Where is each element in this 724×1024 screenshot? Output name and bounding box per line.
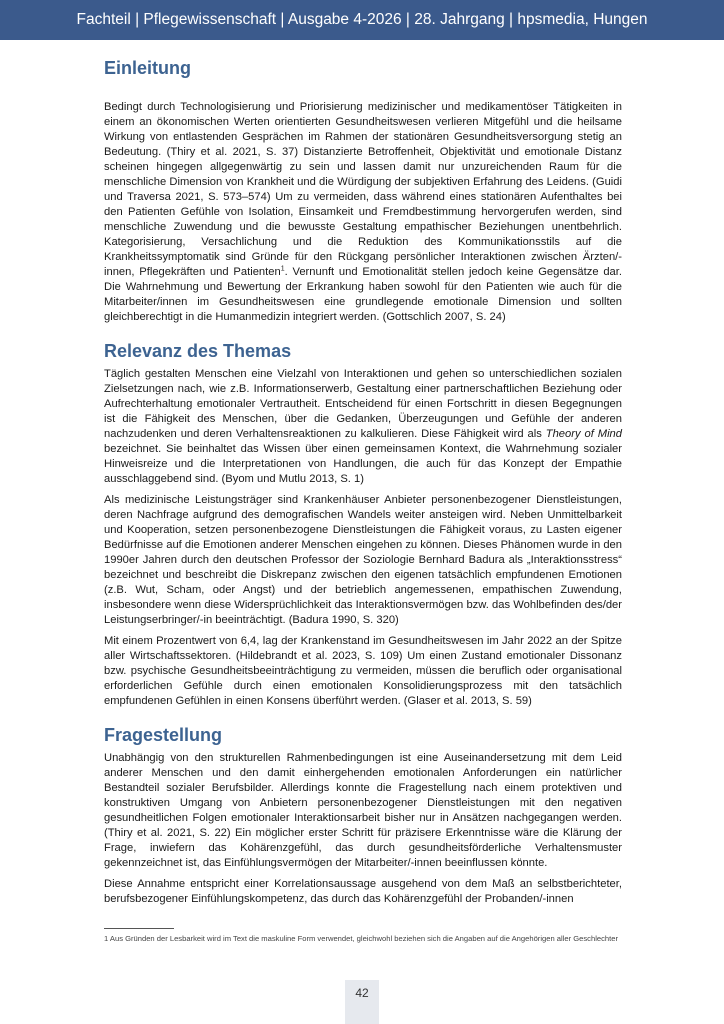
- paragraph-relevanz-2: Als medizinische Leistungsträger sind Krankenhäuser Anbieter personenbezogener Dienstleistungen, deren Nachfrage aufgrund des demografischen Wandels weiter ansteigen wird. Neben Unmittelbarkeit und Kooperation, setzen personenbezogene Dienstleistungen die Fähigkeit voraus, zu Lasten eigener Bedürfnisse auf die Emotionen anderer Menschen eingehen zu können. Dieses Phänomen wurde in den 1990er Jahren durch den deutschen Professor der Soziologie Bernhard Badura als „Interaktionsstress“ bezeichnet und beschreibt die Diskrepanz zwischen den eigenen tatsächlich empfundenen Emotionen (z.B. Wut, Scham, oder Angst) und der betrieblich angemessenen, empathischen Zuwendung, insbesondere wenn diese Widersprüchlichkeit das Interaktionsvermögen bzw. das Wohlbefinden des/der Leistungserbringer/-in beeinträchtigt. (Badura 1990, S. 320): [104, 494, 622, 626]
- paragraph-fragestellung-2: Diese Annahme entspricht einer Korrelationsaussage ausgehend von dem Maß an selbstberichteter, berufsbezogener Einfühlungskompetenz, das durch das Kohärenzgefühl der Probanden/-innen: [104, 878, 622, 905]
- relevanz-text-part-b: bezeichnet. Sie beinhaltet das Wissen über einen gemeinsamen Kontext, die Wahrnehmung sozialer Hinweisreize und die Interpretationen von Handlungen, die auch für das Konzept der Empathie ausschlaggebend sind. (Byom und Mutlu 2013, S. 1): [104, 443, 622, 485]
- article-body: [104, 56, 622, 907]
- relevanz-text-part-a: Täglich gestalten Menschen eine Vielzahl von Interaktionen und gehen so unterschiedlichen sozialen Zielsetzungen nach, wie z.B. Informationserwerb, Gestaltung einer partnerschaftlichen Beziehung oder Aufrechterhaltung emotionaler Vertrautheit. Entscheidend für einen Fortschritt in diesen Begegnungen ist die Fähigkeit des Menschen, über die Gedanken, Überzeugungen und Gefühle der anderen nachzudenken und deren Verhaltensreaktionen zu kalkulieren. Diese Fähigkeit wird als: [104, 368, 622, 440]
- heading-fragestellung: Fragestellung: [104, 725, 223, 745]
- footnote-marker: 1: [280, 265, 285, 273]
- running-header-text: Fachteil | Pflegewissenschaft | Ausgabe 4-2026 | 28. Jahrgang | hpsmedia, Hungen: [76, 11, 648, 28]
- page-number: 42: [355, 986, 369, 1000]
- paragraph-relevanz-3: Mit einem Prozentwert von 6,4, lag der Krankenstand im Gesundheitswesen im Jahr 2022 an der Spitze aller Wirtschaftssektoren. (Hildebrandt et al. 2023, S. 109) Um einen Zustand emotionaler Dissonanz bzw. psychische Gesundheitsbeeinträchtigung zu vermeiden, müssen die beruflich oder organisational erforderlichen Gefühle durch einen emotionalen Konsolidierungsprozess mit den tatsächlich empfundenen Gefühlen in einen Konsens überführt werden. (Glaser et al. 2013, S. 59): [104, 635, 622, 707]
- heading-einleitung: Einleitung: [104, 58, 191, 78]
- page-number-box: [345, 980, 379, 1024]
- paragraph-relevanz-1: [104, 367, 622, 487]
- running-header: [0, 0, 724, 40]
- paragraph-einleitung-1: [104, 100, 622, 325]
- footnote: 1 Aus Gründen der Lesbarkeit wird im Text die maskuline Form verwendet, gleichwohl beziehen sich die Angaben auf die Angehörigen aller Geschlechter: [104, 934, 618, 943]
- einleitung-text-part-a: Bedingt durch Technologisierung und Priorisierung medizinischer und medikamentöser Tätigkeiten in einem an ökonomischen Werten orientierten Gesundheitswesen verlieren Mitgefühl und die heilsame Wirkung von entlastenden Gesprächen im Rahmen der stationären Gesundheitsversorgung stetig an Bedeutung. (Thiry et al. 2021, S. 37) Distanzierte Betroffenheit, Objektivität und emotionale Distanz scheinen hingegen allgegenwärtig zu sein und lassen damit nur unzureichenden Raum für die menschliche Dimension von Krankheit und die Würdigung der subjektiven Erfahrung des Leidens. (Guidi und Traversa 2021, S. 573–574) Um zu vermeiden, dass während eines stationären Aufenthaltes bei den Patienten Gefühle von Isolation, Einsamkeit und Fremdbestimmung hervorgerufen werden, sind menschliche Zuwendung und die bewusste Gestaltung empathischer Beziehungen unentbehrlich. Kategorisierung, Versachlichung und die Reduktion des Kommunikationsstils auf die Krankheitssymptomatik sind Gründe für den Rückgang persönlicher Interaktionen zwischen Ärzten/-innen, Pflegekräften und Patienten: [104, 101, 622, 278]
- heading-relevanz: Relevanz des Themas: [104, 341, 292, 361]
- theory-of-mind-term: Theory of Mind: [545, 428, 622, 440]
- einleitung-text-part-b: . Vernunft und Emotionalität stellen jedoch keine Gegensätze dar. Die Wahrnehmung und Bewertung der Erkrankung haben sowohl für den Patienten wie auch für die Mitarbeiter/innen im Gesundheitswesen eine grundlegende emotionale Dimension und sollten gleichberechtigt in die Humanmedizin integriert werden. (Gottschlich 2007, S. 24): [104, 266, 622, 323]
- paragraph-fragestellung-1: Unabhängig von den strukturellen Rahmenbedingungen ist eine Auseinandersetzung mit dem Leid anderer Menschen und den damit einhergehenden emotionalen Anforderungen ein natürlicher Bestandteil sozialer Berufsbilder. Allerdings konnte die Fragestellung nach einem protektiven und konstruktiven Umgang von Anbietern personenbezogener Dienstleistungen mit den negativen gesundheitlichen Folgen emotionaler Interaktionsarbeit bisher nur in Ansätzen nachgegangen werden. (Thiry et al. 2021, S. 22) Ein möglicher erster Schritt für präzisere Erkenntnisse wäre die Klärung der Frage, inwiefern das Kohärenzgefühl, das durch gesundheitsförderliche Verhaltensmuster gekennzeichnet ist, das Einfühlungsvermögen der Mitarbeiter/-innen beeinflussen könnte.: [104, 752, 622, 869]
- footnote-divider: [104, 928, 174, 929]
